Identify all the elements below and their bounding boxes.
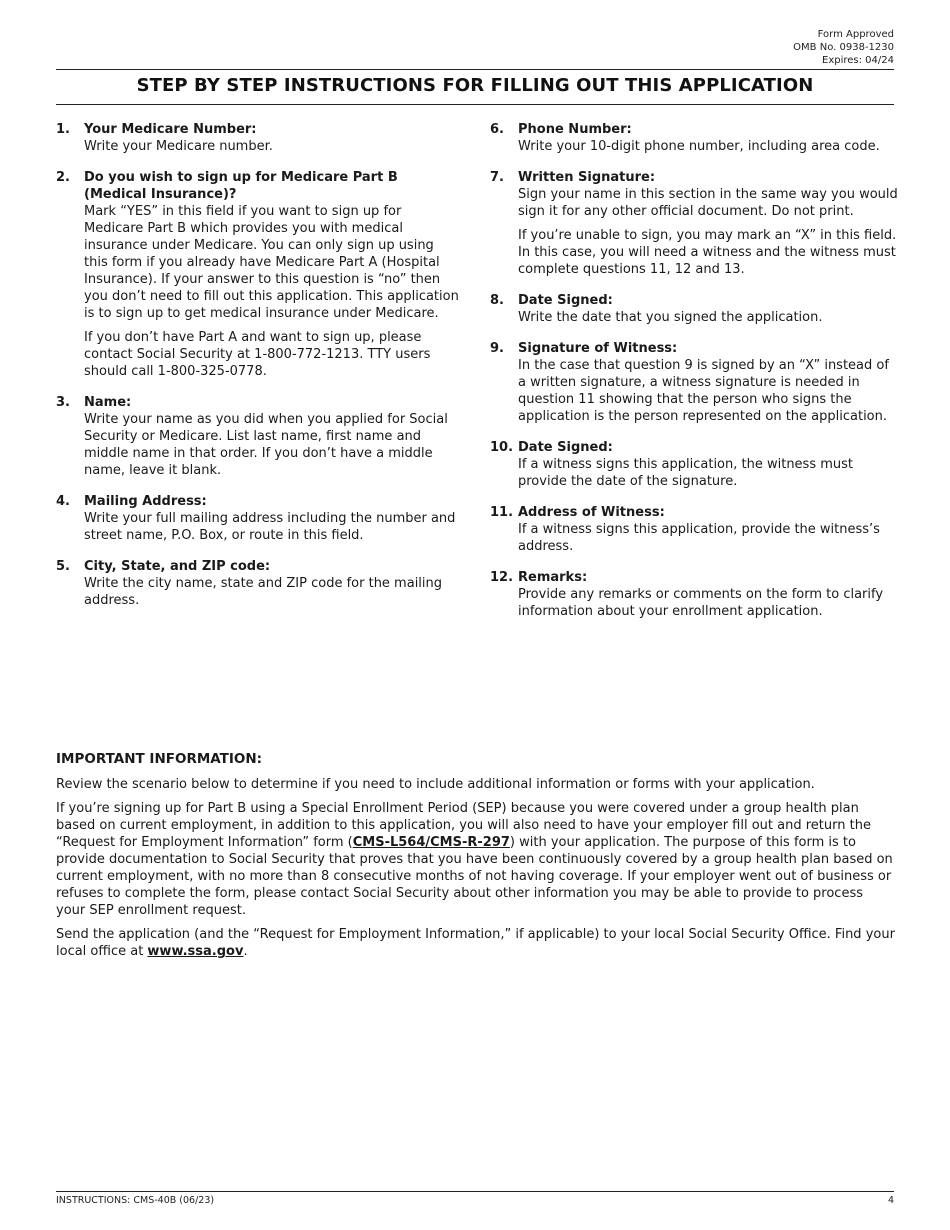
ssa-website-link[interactable]: www.ssa.gov xyxy=(147,944,244,959)
cms-form-link[interactable]: CMS-L564/CMS-R-297 xyxy=(352,835,510,850)
instruction-item xyxy=(56,558,460,609)
instruction-item xyxy=(56,394,460,479)
instruction-item xyxy=(490,340,900,425)
important-heading: IMPORTANT INFORMATION: xyxy=(56,751,263,767)
instruction-number: 11. xyxy=(490,505,514,520)
instruction-text: Provide any remarks or comments on the form to clarify information about your enrollment application. xyxy=(518,587,884,619)
instructions-left-column xyxy=(56,121,460,623)
instruction-body xyxy=(518,504,900,555)
instruction-body xyxy=(84,394,460,479)
instruction-heading: Signature of Witness: xyxy=(518,341,678,356)
instruction-item xyxy=(490,292,900,326)
instruction-item xyxy=(490,504,900,555)
instruction-item xyxy=(490,121,900,155)
instruction-heading: Written Signature: xyxy=(518,170,656,185)
instruction-text: If you’re unable to sign, you may mark an “X” in this field. In this case, you will need a witness and the witness must complete questions 11, 12 and 13. xyxy=(518,228,897,277)
sep-text-before: If you’re signing up for Part B using a Special Enrollment Period (SEP) because you were covered under a group health plan based on current employment, in addition to this application, you will also need to have your employer fill out and return the “Request for Employment Information” form ( xyxy=(56,801,871,850)
instruction-text: Write your name as you did when you applied for Social Security or Medicare. List last name, first name and middle name in that order. If you don’t have a middle name, leave it blank. xyxy=(84,412,448,478)
instruction-text: Write your full mailing address including the number and street name, P.O. Box, or route in this field. xyxy=(84,511,456,543)
important-para-review: Review the scenario below to determine if you need to include additional information or forms with your application. xyxy=(56,777,815,792)
instruction-body xyxy=(518,340,900,425)
instruction-heading: Do you wish to sign up for Medicare Part B (Medical Insurance)? xyxy=(84,170,398,202)
instruction-number: 1. xyxy=(56,122,70,137)
sep-text-after: ) with your application. The purpose of this form is to provide documentation to Social Security that proves that you have been continuously covered by a group health plan based on current employment, with no more than 8 consecutive months of not having coverage. If your employer went out of business or refuses to complete the form, please contact Social Security about other information you may be able to provide to process your SEP enrollment request. xyxy=(56,835,893,918)
instruction-number: 12. xyxy=(490,570,514,585)
top-divider xyxy=(56,69,894,70)
instruction-body xyxy=(84,169,460,380)
instruction-number: 10. xyxy=(490,440,514,455)
instruction-item xyxy=(56,121,460,155)
instruction-number: 5. xyxy=(56,559,70,574)
instruction-heading: City, State, and ZIP code: xyxy=(84,559,271,574)
instruction-number: 4. xyxy=(56,494,70,509)
instruction-item xyxy=(56,169,460,380)
instruction-heading: Date Signed: xyxy=(518,440,613,455)
instruction-text: Sign your name in this section in the same way you would sign it for any other official document. Do not print. xyxy=(518,187,898,219)
omb-info xyxy=(793,28,894,67)
instruction-heading: Mailing Address: xyxy=(84,494,207,509)
important-para-send xyxy=(56,926,896,960)
instruction-heading: Your Medicare Number: xyxy=(84,122,257,137)
instruction-body xyxy=(518,121,900,155)
instruction-heading: Phone Number: xyxy=(518,122,632,137)
send-text-before: Send the application (and the “Request for Employment Information,” if applicable) to your local Social Security Office. Find your local office at xyxy=(56,927,895,959)
instruction-body xyxy=(84,493,460,544)
instruction-text: Mark “YES” in this field if you want to sign up for Medicare Part B which provides you with medical insurance under Medicare. You can only sign up using this form if you already have Medicare Part A (Hospital Insurance). If your answer to this question is “no” then you don’t need to fill out this application. This application is to sign up to get medical insurance under Medicare. xyxy=(84,204,459,321)
instruction-number: 7. xyxy=(490,170,504,185)
instruction-body xyxy=(84,121,460,155)
instruction-number: 6. xyxy=(490,122,504,137)
title-divider xyxy=(56,104,894,105)
instruction-text: Write the city name, state and ZIP code for the mailing address. xyxy=(84,576,443,608)
instruction-number: 8. xyxy=(490,293,504,308)
instruction-text: If a witness signs this application, provide the witness’s address. xyxy=(518,522,880,554)
page-title: STEP BY STEP INSTRUCTIONS FOR FILLING OUT THIS APPLICATION xyxy=(136,75,814,96)
instruction-text: In the case that question 9 is signed by an “X” instead of a written signature, a witness signature is needed in question 11 showing that the person who signs the application is the person represented on the application. xyxy=(518,358,889,424)
instruction-heading: Date Signed: xyxy=(518,293,613,308)
instruction-number: 9. xyxy=(490,341,504,356)
omb-expires: Expires: 04/24 xyxy=(822,55,894,66)
instructions-right-column xyxy=(490,121,900,634)
instruction-item xyxy=(490,439,900,490)
footer-page-number: 4 xyxy=(887,1195,894,1206)
instruction-heading: Address of Witness: xyxy=(518,505,665,520)
send-text-after: . xyxy=(243,944,248,959)
instruction-item xyxy=(490,169,900,278)
instruction-body xyxy=(518,569,900,620)
instruction-text: If you don’t have Part A and want to sign up, please contact Social Security at 1-800-772-1213. TTY users should call 1-800-325-0778. xyxy=(84,330,431,379)
instruction-body xyxy=(518,292,900,326)
instruction-text: Write your Medicare number. xyxy=(84,139,273,154)
instruction-body xyxy=(518,169,900,278)
footer-form-id: INSTRUCTIONS: CMS-40B (06/23) xyxy=(56,1195,215,1206)
important-information xyxy=(56,751,896,967)
instruction-item xyxy=(490,569,900,620)
important-para-sep xyxy=(56,800,896,919)
omb-form-approved: Form Approved xyxy=(817,29,894,40)
instruction-text: Write the date that you signed the application. xyxy=(518,310,823,325)
instruction-text: Write your 10-digit phone number, including area code. xyxy=(518,139,880,154)
instruction-body xyxy=(518,439,900,490)
footer-divider xyxy=(56,1191,894,1192)
instruction-number: 3. xyxy=(56,395,70,410)
instruction-heading: Name: xyxy=(84,395,132,410)
omb-number: OMB No. 0938-1230 xyxy=(793,42,894,53)
instruction-text: If a witness signs this application, the witness must provide the date of the signature. xyxy=(518,457,854,489)
instruction-heading: Remarks: xyxy=(518,570,588,585)
instruction-body xyxy=(84,558,460,609)
instruction-number: 2. xyxy=(56,170,70,185)
instruction-item xyxy=(56,493,460,544)
